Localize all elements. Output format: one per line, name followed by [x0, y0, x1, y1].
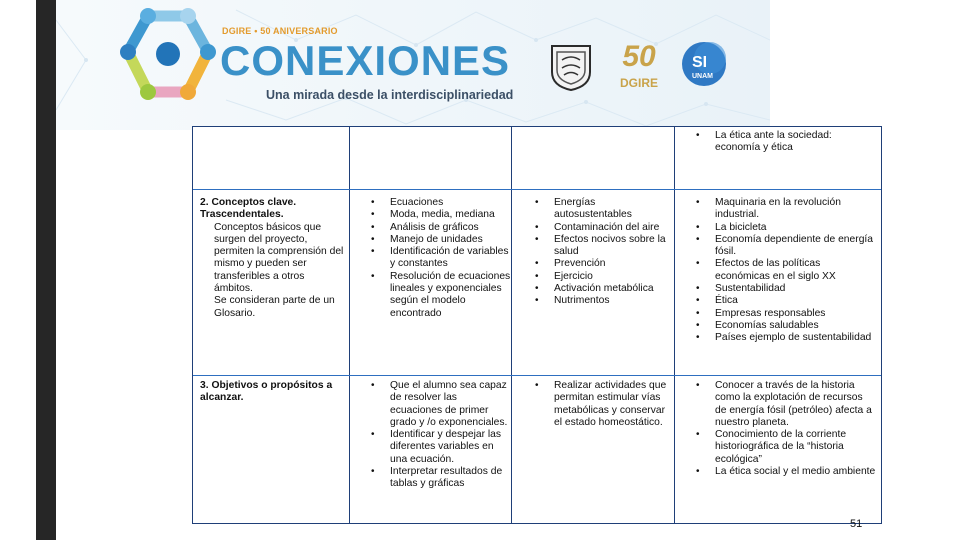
dgire-50-logo	[608, 40, 670, 94]
list-item: • La ética ante la sociedad: economía y ética	[696, 130, 876, 155]
table-row-2-col-3	[535, 380, 673, 429]
section-2-note: Se consideran parte de un Glosario.	[214, 295, 335, 319]
list-item: • Conocer a través de la historia como la explotación de recursos de energía fósil (petróleo) afecta a nuestro planeta.	[696, 380, 876, 429]
list-item: • Efectos nocivos sobre la salud	[535, 234, 673, 259]
list-item: • Países ejemplo de sustentabilidad	[696, 332, 876, 344]
list-item: • Nutrimentos	[535, 295, 673, 307]
list-item: • Ecuaciones	[371, 197, 511, 209]
table-row-2-heading	[200, 380, 346, 405]
section-2-body: Conceptos básicos que surgen del proyecto, permiten la comprensión del mismo y pueden ser transferibles a otros ámbitos.	[214, 221, 344, 295]
table-row-0-col-4	[696, 130, 876, 155]
list-item: • Empresas responsables	[696, 308, 876, 320]
logo-50-text: DGIRE	[619, 76, 658, 90]
table-row-2-col-2	[371, 380, 511, 491]
list-item: • Economía dependiente de energía fósil.	[696, 234, 876, 259]
unam-crest-icon	[548, 42, 594, 92]
logo-50-number: 50	[622, 40, 656, 73]
section-3-title: 3. Objetivos o propósitos a alcanzar.	[200, 380, 333, 404]
table-row-1-col-4	[696, 197, 876, 345]
conexiones-logo-icon	[118, 4, 218, 104]
table-row-2-col-4	[696, 380, 876, 478]
table-row-1-heading	[200, 197, 346, 320]
table-column-divider	[349, 127, 350, 523]
logo-si-subtext: UNAM	[692, 73, 713, 80]
banner-tagline: Una mirada desde la interdisciplinariedad	[266, 88, 514, 102]
conexiones-banner	[56, 0, 770, 130]
list-item: • Maquinaria en la revolución industrial.	[696, 197, 876, 222]
list-item: • Ética	[696, 295, 876, 307]
list-item: • Contaminación del aire	[535, 222, 673, 234]
list-item: • La ética social y el medio ambiente	[696, 466, 876, 478]
list-item: • La bicicleta	[696, 222, 876, 234]
list-item: • Resolución de ecuaciones lineales y exponenciales según el modelo encontrado	[371, 271, 511, 320]
table-row-1-col-3	[535, 197, 673, 308]
list-item: • Identificar y despejar las diferentes variables en una ecuación.	[371, 429, 511, 466]
list-item: • Sustentabilidad	[696, 283, 876, 295]
list-item: • Identificación de variables y constantes	[371, 246, 511, 271]
table-column-divider	[674, 127, 675, 523]
planning-table	[192, 126, 882, 524]
si-unam-logo-icon	[680, 40, 728, 88]
list-item: • Energías autosustentables	[535, 197, 673, 222]
list-item: • Economías saludables	[696, 320, 876, 332]
section-2-title: 2. Conceptos clave. Trascendentales.	[200, 197, 297, 221]
list-item: • Realizar actividades que permitan estimular vías metabólicas y conservar el estado homeostático.	[535, 380, 673, 429]
list-item: • Activación metabólica	[535, 283, 673, 295]
page-number: 51	[850, 518, 863, 530]
list-item: • Interpretar resultados de tablas y gráficas	[371, 466, 511, 491]
list-item: • Que el alumno sea capaz de resolver las ecuaciones de primer grado y /o exponenciales.	[371, 380, 511, 429]
list-item: • Manejo de unidades	[371, 234, 511, 246]
table-column-divider	[511, 127, 512, 523]
list-item: • Efectos de las políticas económicas en el siglo XX	[696, 258, 876, 283]
banner-title: CONEXIONES	[220, 37, 511, 84]
table-row-divider	[193, 375, 881, 376]
list-item: • Ejercicio	[535, 271, 673, 283]
logo-si-text: SI	[692, 54, 708, 71]
list-item: • Análisis de gráficos	[371, 222, 511, 234]
banner-top-label: DGIRE • 50 ANIVERSARIO	[222, 26, 338, 36]
list-item: • Moda, media, mediana	[371, 209, 511, 221]
list-item: • Conocimiento de la corriente historiográfica de la “historia ecológica”	[696, 429, 876, 466]
table-row-divider	[193, 189, 881, 190]
table-row-1-col-2	[371, 197, 511, 320]
list-item: • Prevención	[535, 258, 673, 270]
slide-left-bar	[36, 0, 56, 540]
